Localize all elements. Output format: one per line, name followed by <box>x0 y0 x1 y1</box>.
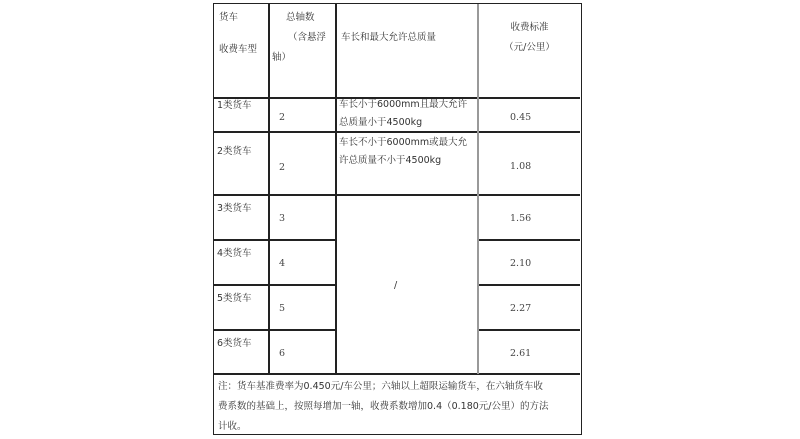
cell-spec <box>339 134 467 170</box>
header-text: 收费车型 <box>219 44 258 55</box>
cell-type: 1类货车 <box>217 100 252 111</box>
cell-rate: 2.10 <box>510 258 532 269</box>
cell-spec-merged: / <box>394 280 398 291</box>
header-cell-rate <box>479 18 580 58</box>
header-cell-type <box>219 8 257 60</box>
row-divider <box>477 284 580 286</box>
header-text: （元/公里） <box>504 42 555 53</box>
col-divider <box>477 4 479 374</box>
cell-type: 6类货车 <box>217 338 252 349</box>
note-text: 注：货车基准费率为0.450元/车公里；六轴以上超限运输货车，在六轴货车收 <box>218 381 543 392</box>
header-text: （含悬浮 <box>288 32 327 43</box>
cell-axles: 3 <box>279 213 286 224</box>
truck-toll-table <box>213 3 582 435</box>
header-text: 收费标准 <box>510 22 549 33</box>
cell-axles: 2 <box>279 112 286 123</box>
spec-text: 车长不小于6000mm或最大允 <box>339 137 468 148</box>
note-text: 计收。 <box>218 421 247 432</box>
cell-spec <box>339 96 467 132</box>
row-divider <box>477 239 580 241</box>
row-divider <box>214 239 335 241</box>
cell-axles: 5 <box>279 303 286 314</box>
cell-axles: 6 <box>279 348 286 359</box>
cell-type: 2类货车 <box>217 146 252 157</box>
header-cell-spec <box>341 28 436 48</box>
row-divider <box>477 329 580 331</box>
row-divider <box>214 329 335 331</box>
cell-rate: 2.61 <box>510 348 532 359</box>
header-text: 货车 <box>219 12 239 23</box>
cell-axles: 2 <box>279 162 286 173</box>
header-cell-axles <box>272 8 336 68</box>
cell-rate: 1.56 <box>510 213 532 224</box>
header-text: 总轴数 <box>286 12 315 23</box>
cell-type: 4类货车 <box>217 248 252 259</box>
footnote <box>218 377 578 437</box>
spec-text: 许总质量不小于4500kg <box>339 155 442 166</box>
cell-type: 3类货车 <box>217 203 252 214</box>
header-text: 轴） <box>272 52 292 63</box>
spec-text: 车长小于6000mm且最大允许 <box>339 99 468 110</box>
col-divider <box>268 4 270 374</box>
cell-axles: 4 <box>279 258 286 269</box>
spec-text: 总质量小于4500kg <box>339 117 423 128</box>
cell-rate: 2.27 <box>510 303 532 314</box>
cell-rate: 0.45 <box>510 112 532 123</box>
header-text: 车长和最大允许总质量 <box>341 32 437 43</box>
row-divider <box>214 284 335 286</box>
cell-type: 5类货车 <box>217 293 252 304</box>
note-text: 费系数的基础上，按照每增加一轴，收费系数增加0.4（0.180元/公里）的方法 <box>218 401 549 412</box>
cell-rate: 1.08 <box>510 161 532 172</box>
